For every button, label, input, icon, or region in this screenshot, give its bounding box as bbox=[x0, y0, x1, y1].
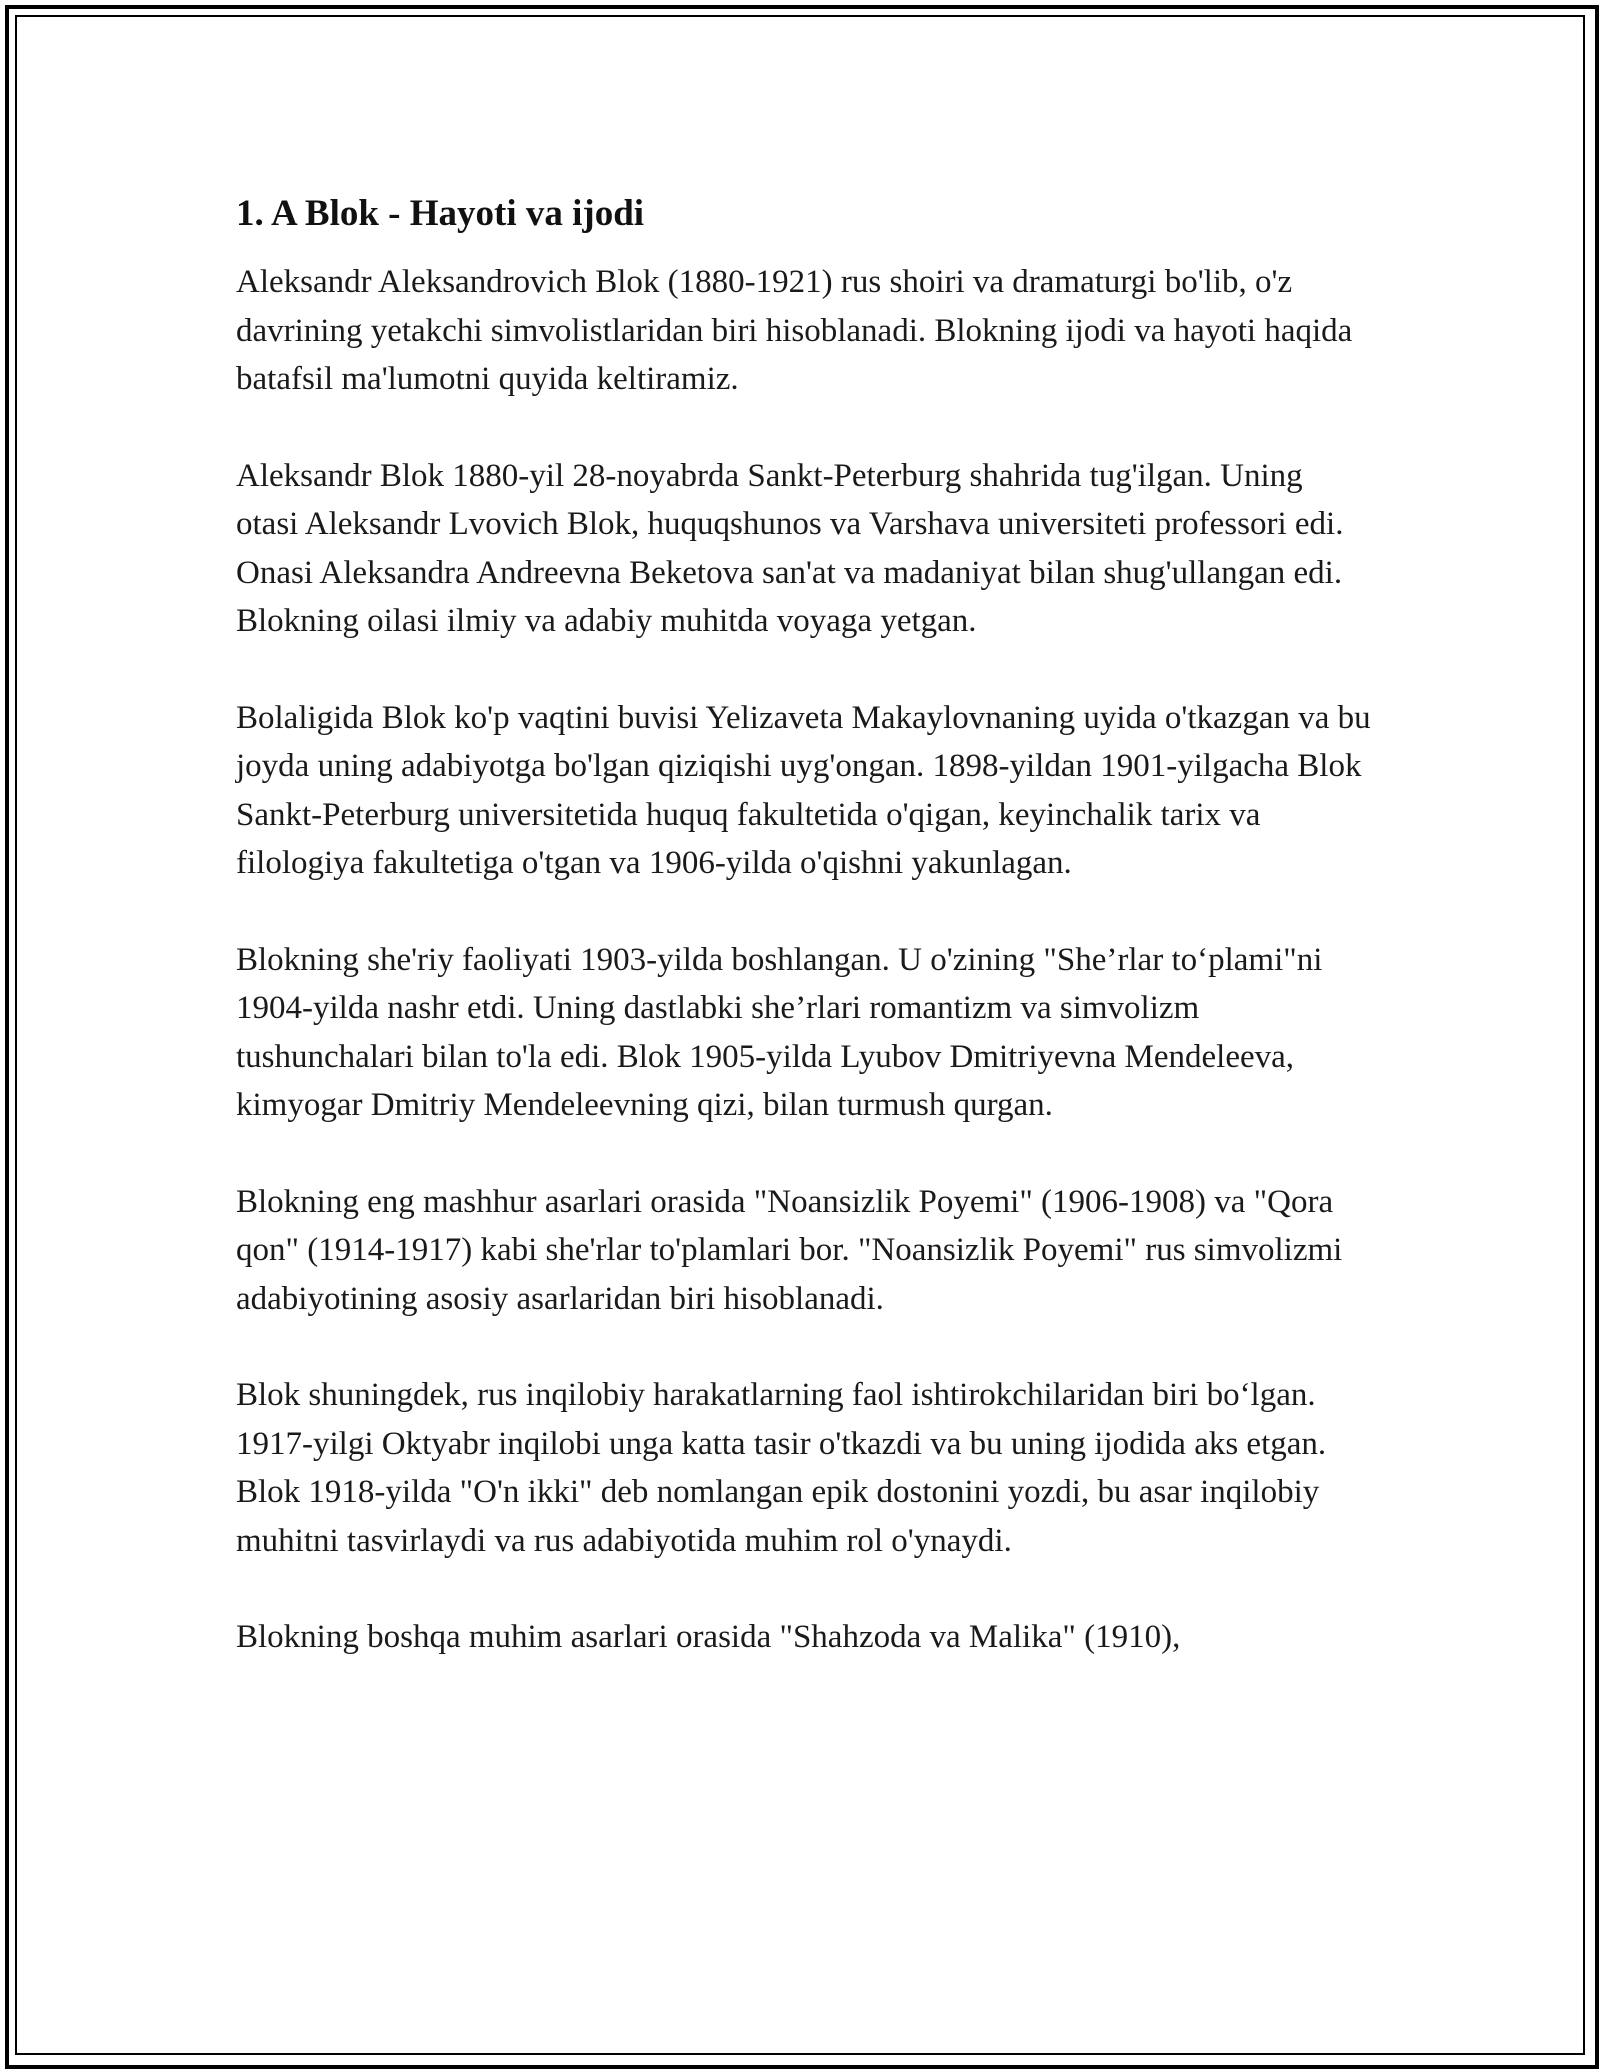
paragraph-childhood-education: Bolaligida Blok ko'p vaqtini buvisi Yelizaveta Makaylovnaning uyida o'tkazgan va bu joyda uning adabiyotga bo'lgan qiziqishi uyg'ongan. 1898-yildan 1901-yilgacha Blok Sankt-Peterburg universitetida huquq fakultetida o'qigan, keyinchalik tarix va filologiya fakultetiga o'tgan va 1906-yilda o'qishni yakunlagan. bbox=[236, 699, 1371, 881]
paragraph-birth-family: Aleksandr Blok 1880-yil 28-noyabrda Sankt-Peterburg shahrida tug'ilgan. Uning otasi Aleksandr Lvovich Blok, huquqshunos va Varshava universiteti professori edi. Onasi Aleksandra Andreevna Beketova san'at va madaniyat bilan shug'ullangan edi. Blokning oilasi ilmiy va adabiy muhitda voyaga yetgan. bbox=[236, 457, 1344, 639]
paragraph-famous-works: Blokning eng mashhur asarlari orasida "Noansizlik Poyemi" (1906-1908) va "Qora qon" (1914-1917) kabi she'rlar to'plamlari bor. "Noansizlik Poyemi" rus simvolizmi adabiyotining asosiy asarlaridan biri hisoblanadi. bbox=[236, 1183, 1343, 1317]
paragraph-poetic-career: Blokning she'riy faoliyati 1903-yilda boshlangan. U o'zining "She’rlar to‘plami"ni 1904-yilda nashr etdi. Uning dastlabki she’rlari romantizm va simvolizm tushunchalari bilan to'la edi. Blok 1905-yilda Lyubov Dmitriyevna Mendeleeva, kimyogar Dmitriy Mendeleevning qizi, bilan turmush qurgan. bbox=[236, 941, 1323, 1123]
paragraph-revolution: Blok shuningdek, rus inqilobiy harakatlarning faol ishtirokchilaridan biri bo‘lgan. 1917-yilgi Oktyabr inqilobi unga katta tasir o'tkazdi va bu uning ijodida aks etgan. Blok 1918-yilda "O'n ikki" deb nomlangan epik dostonini yozdi, bu asar inqilobiy muhitni tasvirlaydi va rus adabiyotida muhim rol o'ynaydi. bbox=[236, 1377, 1327, 1559]
paragraph-intro: Aleksandr Aleksandrovich Blok (1880-1921) rus shoiri va dramaturgi bo'lib, o'z davrining yetakchi simvolistlaridan biri hisoblanadi. Blokning ijodi va hayoti haqida batafsil ma'lumotni quyida keltiramiz. bbox=[236, 264, 1353, 397]
document-title: 1. A Blok - Hayoti va ijodi bbox=[236, 193, 645, 234]
document-body bbox=[236, 186, 1372, 1710]
paragraph-other-works: Blokning boshqa muhim asarlari orasida "Shahzoda va Malika" (1910), bbox=[236, 1619, 1181, 1655]
